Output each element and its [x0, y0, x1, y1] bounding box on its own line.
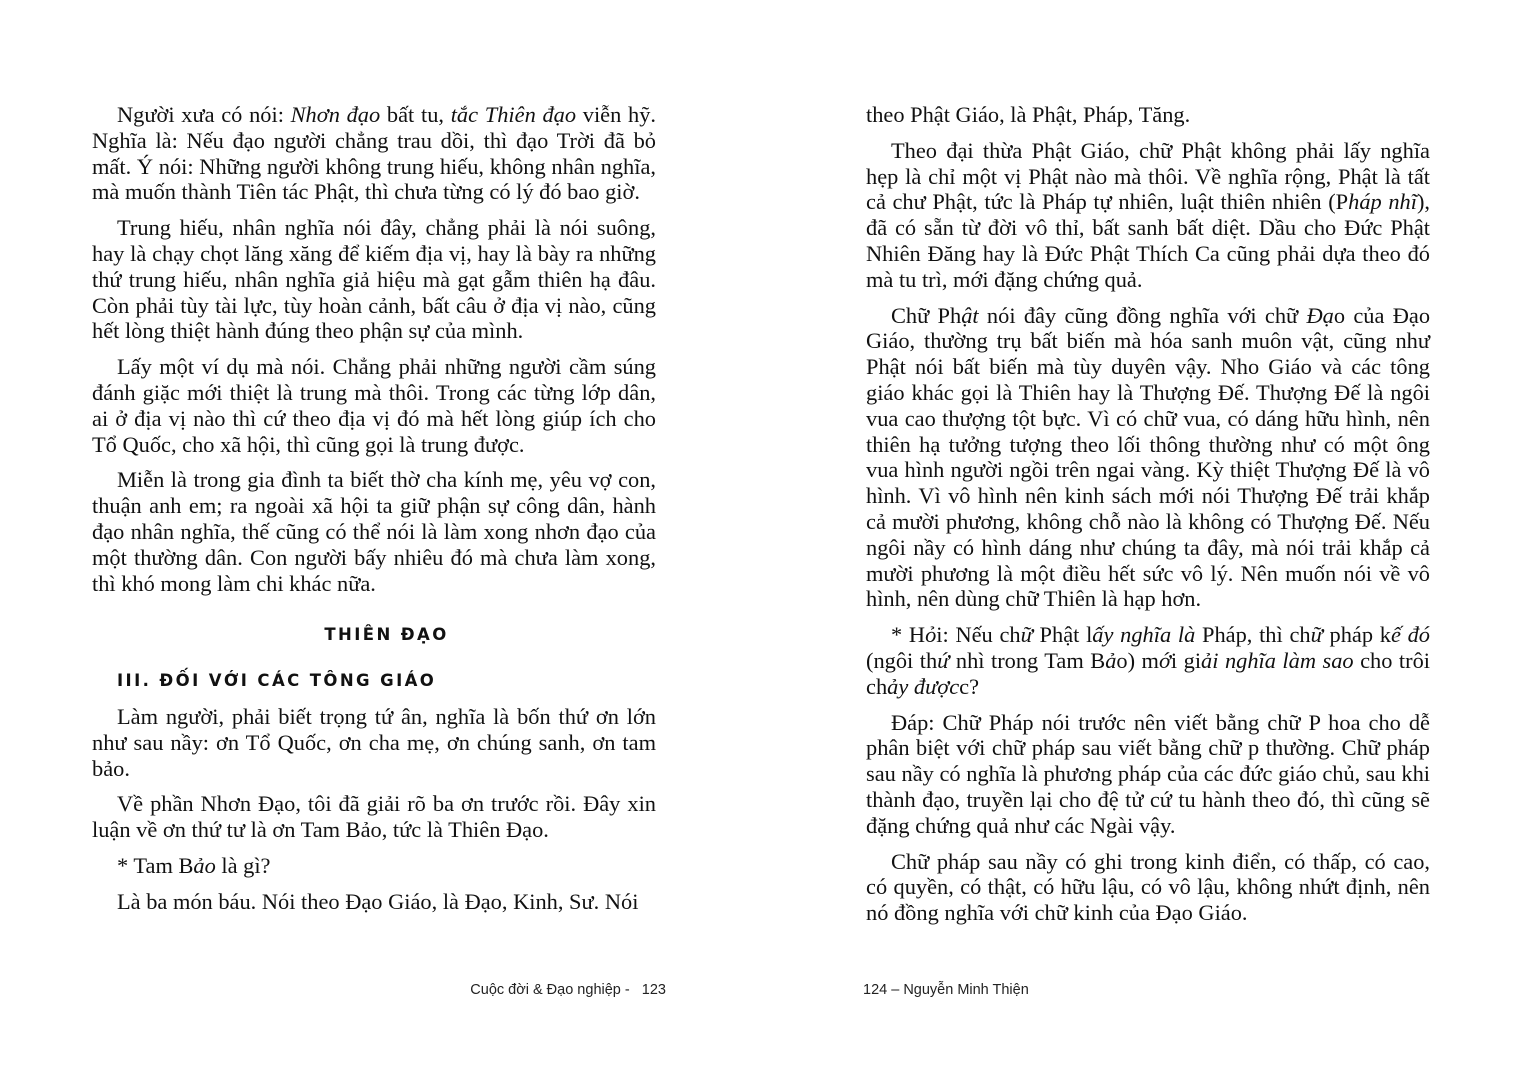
paragraph: Về phần Nhơn Đạo, tôi đã giải rõ ba ơn trước rồi. Đây xin luận về ơn thứ tư là ơn Tam Bảo, tức là Thiên Đạo.	[92, 791, 656, 843]
text-run: c?	[959, 673, 980, 699]
text-run: Người xưa có nói:	[117, 102, 291, 127]
italic-run: ật	[961, 302, 979, 328]
paragraph: Làm người, phải biết trọng tứ ân, nghĩa là bốn thứ ơn lớn như sau nầy: ơn Tổ Quốc, ơn cha mẹ, ơn chúng sanh, ơn tam bảo.	[92, 703, 656, 781]
text-run: o của Đạo Giáo, thường trụ bất biến mà hóa sanh muôn vật, cũng như Phật nói bất biến mà tùy duyên vậy. Nho Giáo và các tông giáo khác gọi là Thiên hay là Thượng Đế. Thượng Đế là ngôi vua cao thượng tột bực. Vì có chữ vua, có dáng hữu hình, nên thiên hạ tưởng tượng theo lối thông thường như có một ông vua hình người ngồi trên ngai vàng. Kỳ thiệt Thượng Đế là vô hình. Vì vô hình nên kinh sách mới nói Thượng Đế trải khắp cả mười phương, không chỗ nào là không có Thượng Đế. Nếu ngôi nầy có hình dáng như chúng ta đây, mà nói trải khắp cả mười phương là một điều hết sức vô lý. Nên muốn nói về vô hình, nên dùng chữ Thiên là hạp hơn.	[866, 302, 1431, 612]
italic-run: ấy nghĩa là	[1092, 622, 1196, 648]
section-heading: III. ĐỐI VỚI CÁC TÔNG GIÁO	[117, 671, 437, 691]
text-run: (ngôi th	[866, 647, 938, 673]
paragraph: Là ba món báu. Nói theo Đạo Giáo, là Đạo, Kinh, Sư. Nói	[117, 888, 639, 914]
paragraph	[866, 622, 1430, 699]
italic-run: ế đó	[1390, 622, 1430, 648]
italic-run: ảy được	[887, 673, 960, 699]
page-footer: 124 – Nguyễn Minh Thiện	[863, 982, 1029, 998]
paragraph: Miễn là trong gia đình ta biết thờ cha kính mẹ, yêu vợ con, thuận anh em; ra ngoài xã hội ta giữ phận sự công dân, hành đạo nhân nghĩa, thế cũng có thể nói là làm xong nhơn đạo của một thường dân. Con người bấy nhiêu đó mà chưa làm xong, thì khó mong làm chi khác nữa.	[92, 467, 656, 596]
italic-run: ỏ	[925, 622, 937, 648]
italic-run: háp nhĩ	[1348, 189, 1417, 215]
text-run: pháp k	[1322, 622, 1391, 648]
italic-run: tắc Thiên đạo	[450, 102, 577, 127]
paragraph	[92, 102, 656, 205]
text-run: là gì?	[215, 852, 271, 878]
paragraph: Trung hiếu, nhân nghĩa nói đây, chẳng phải là nói suông, hay là chạy chọt lăng xăng để kiếm địa vị, hay là bày ra những thứ trung hiếu, nhân nghĩa giả hiệu mà gạt gẫm thiên hạ đâu. Còn phải tùy tài lực, tùy hoàn cảnh, bất câu ở địa vị nào, cũng hết lòng thiệt hành đúng theo phận sự của mình.	[92, 215, 656, 344]
right-page	[760, 0, 1520, 1075]
text-run: bất tu,	[380, 102, 451, 127]
paragraph: Đáp: Chữ Pháp nói trước nên viết bằng chữ P hoa cho dễ phân biệt với chữ pháp sau viết bằng chữ p thường. Chữ pháp sau nầy có nghĩa là phương pháp của các đức giáo chủ, sau khi thành đạo, truyền lại cho đệ tử cứ tu hành theo đó, thì cũng sẽ đặng chứng quả như các Ngài vậy.	[866, 709, 1430, 838]
text-run: Theo đại thừa Phật Giáo, chữ Phật không phải lấy nghĩa hẹp là chỉ một vị Phật nào mà thôi. Về nghĩa rộng, Phật là tất cả chư Phật, tức là Pháp tự nhiên, luật thiên nhiên (P	[866, 137, 1430, 215]
left-page-body	[92, 102, 656, 925]
italic-run: ải nghĩa làm sao	[1201, 647, 1354, 673]
text-run: Pháp, thì ch	[1195, 622, 1311, 648]
left-page	[0, 0, 760, 1075]
paragraph	[866, 138, 1430, 293]
paragraph: theo Phật Giáo, là Phật, Pháp, Tăng.	[866, 102, 1191, 127]
text-run: Chữ Ph	[891, 302, 962, 328]
paragraph: Lấy một ví dụ mà nói. Chẳng phải những người cầm súng đánh giặc mới thiệt là trung mà thôi. Trong các từng lớp dân, ai ở địa vị nào thì cứ theo địa vị đó mà hết lòng giúp ích cho Tổ Quốc, cho xã hội, thì cũng gọi là trung được.	[92, 354, 656, 457]
right-page-body	[866, 102, 1430, 936]
text-run: nói đây cũng đồng nghĩa với chữ	[978, 302, 1307, 328]
text-run: cho trôi ch	[866, 647, 1430, 699]
paragraph	[866, 303, 1430, 613]
paragraph: Chữ pháp sau nầy có ghi trong kinh điển, có thấp, có cao, có quyền, có thật, có hữu lậu, có vô lậu, không nhứt định, nên nó đồng nghĩa với chữ kinh của Đạo Giáo.	[866, 848, 1430, 926]
italic-run: Đạ	[1306, 302, 1334, 328]
text-run: o) m	[1116, 647, 1159, 673]
italic-run: ữ	[1020, 622, 1033, 648]
text-run: ), đã có sẵn từ đời vô thỉ, bất sanh bất diệt. Dầu cho Đức Phật Nhiên Đăng hay là Đức Phật Thích Ca cũng phải dựa theo đó mà tu trì, mới đặng chứng quả.	[866, 189, 1431, 292]
italic-run: ứ	[937, 647, 950, 673]
text-run: i gi	[1170, 647, 1202, 673]
text-run: nhì trong Tam B	[949, 647, 1106, 673]
text-run: * H	[891, 622, 926, 648]
text-run: * Tam B	[117, 852, 194, 878]
paragraph	[92, 853, 656, 879]
chapter-heading: THIÊN ĐẠO	[324, 625, 449, 645]
italic-run: ảo	[193, 852, 216, 878]
text-run: Phật l	[1032, 622, 1093, 648]
italic-run: Nhơn đạo	[290, 102, 381, 127]
page-footer: Cuộc đời & Đạo nghiệp - 123	[470, 982, 666, 998]
italic-run: ớ	[1158, 647, 1171, 673]
italic-run: ả	[1105, 647, 1117, 673]
text-run: viễn hỹ. Nghĩa là: Nếu đạo người chẳng trau dồi, thì đạo Trời đã bỏ mất. Ý nói: Những người không trung hiếu, không nhân nghĩa, mà muốn thành Tiên tác Phật, thì chưa từng có lý đó bao giờ.	[92, 102, 657, 205]
italic-run: ữ	[1310, 622, 1323, 648]
text-run: i: Nếu ch	[936, 622, 1021, 648]
